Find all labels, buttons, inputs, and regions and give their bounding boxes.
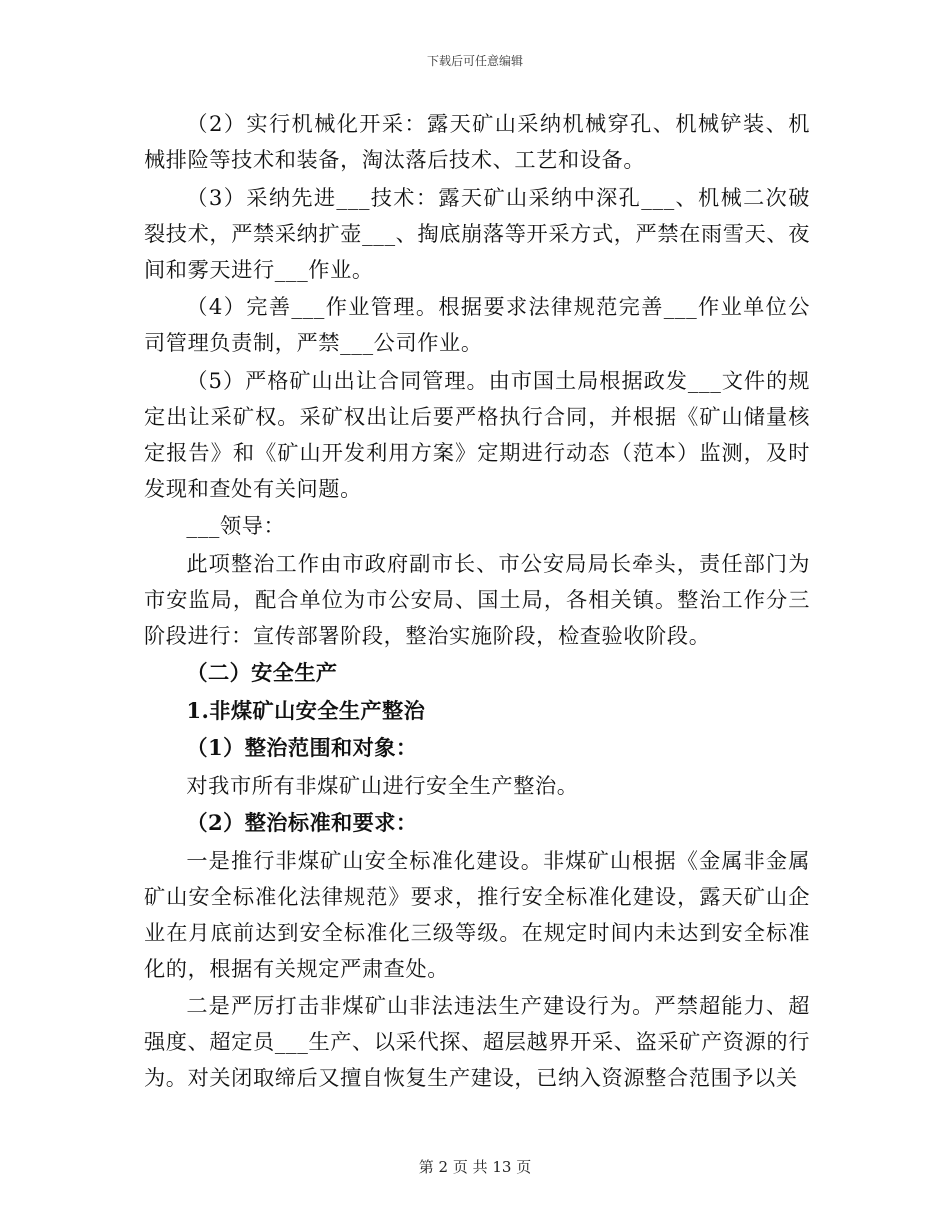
paragraph-scope: 对我市所有非煤矿山进行安全生产整治。 <box>186 772 579 798</box>
paragraph-advanced-technology: （3）采纳先进___技术：露天矿山采纳中深孔___、机械二次破裂技术，严禁采纳扩壶___、掏底崩落等开采方式，严禁在雨雪天、夜间和雾天进行___作业。 <box>144 184 810 282</box>
paragraph-standardization: 一是推行非煤矿山安全标准化建设。非煤矿山根据《金属非金属矿山安全标准化法律规范》要求，推行安全标准化建设，露天矿山企业在月底前达到安全标准化三级等级。在规定时间内未达到安全标准化的，根据有关规定严肃查处。 <box>144 847 810 981</box>
paragraph-mechanized-mining: （2）实行机械化开采：露天矿山采纳机械穿孔、机械铲装、机械排险等技术和装备，淘汰落后技术、工艺和设备。 <box>144 111 810 172</box>
document-body <box>144 106 810 1098</box>
paragraph-contract-management: （5）严格矿山出让合同管理。由市国土局根据政发___文件的规定出让采矿权。采矿权出让后要严格执行合同，并根据《矿山储量核定报告》和《矿山开发利用方案》定期进行动态（范本）监测，及时发现和查处有关问题。 <box>144 367 810 501</box>
paragraph-leadership-detail: 此项整治工作由市政府副市长、市公安局局长牵头，责任部门为市安监局，配合单位为市公安局、国土局，各相关镇。整治工作分三阶段进行：宣传部署阶段，整治实施阶段，检查验收阶段。 <box>144 550 810 648</box>
subsection-heading-non-coal: 1.非煤矿山安全生产整治 <box>186 697 426 723</box>
item-heading-scope: （1）整治范围和对象： <box>186 735 418 760</box>
page-footer: 第 2 页 共 13 页 <box>418 1158 532 1176</box>
page-header: 下载后可任意编辑 <box>426 54 523 68</box>
paragraph-leadership-label: ___领导： <box>186 513 286 538</box>
paragraph-operation-management: （4）完善___作业管理。根据要求法律规范完善___作业单位公司管理负责制，严禁___公司作业。 <box>144 294 810 355</box>
section-heading-safety: （二）安全生产 <box>186 660 338 685</box>
paragraph-illegal-production: 二是严厉打击非煤矿山非法违法生产建设行为。严禁超能力、超强度、超定员___生产、以采代探、超层越界开采、盗采矿产资源的行为。对关闭取缔后又擅自恢复生产建设，已纳入资源整合范围予以关 <box>144 993 810 1090</box>
item-heading-standards: （2）整治标准和要求： <box>186 810 418 835</box>
